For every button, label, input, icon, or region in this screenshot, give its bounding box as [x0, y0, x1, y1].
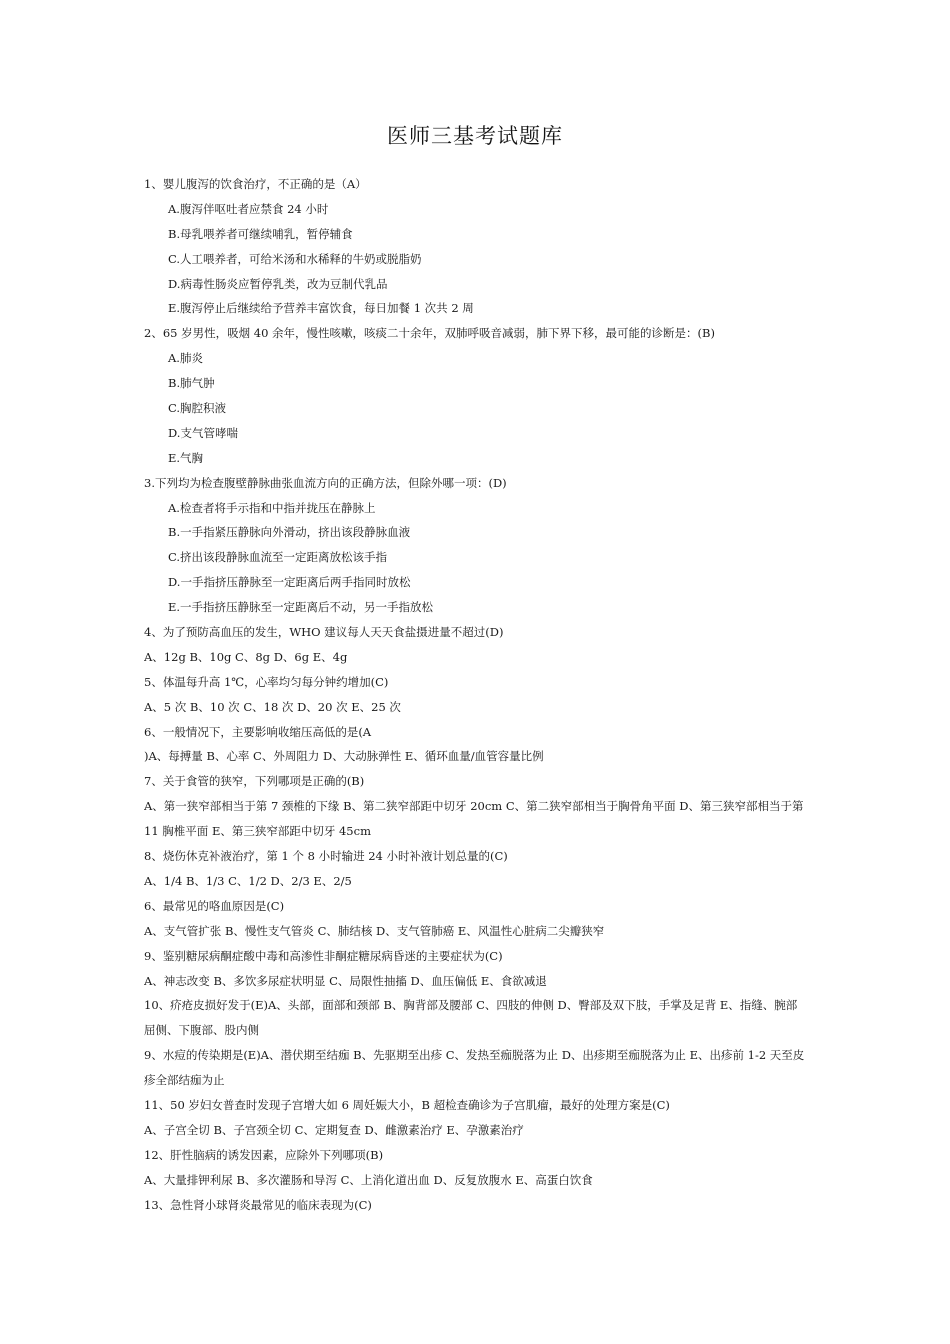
question-line: 3.下列均为检查腹壁静脉曲张血流方向的正确方法，但除外哪一项：(D) [144, 475, 507, 490]
answer-option: B.一手指紧压静脉向外滑动，挤出该段静脉血液 [168, 525, 411, 540]
question-line: 2、65 岁男性，吸烟 40 余年，慢性咳嗽，咳痰二十余年，双肺呼吸音减弱，肺下界下移，最可能的诊断是：(B) [144, 326, 715, 341]
question-line: 10、疥疮皮损好发于(E)A、头部，面部和颈部 B、胸背部及腰部 C、四肢的伸侧 D、臀部及双下肢，手掌及足背 E、指缝、腕部 [144, 998, 798, 1013]
answer-option: E.一手指挤压静脉至一定距离后不动，另一手指放松 [168, 600, 434, 615]
question-line: )A、每搏量 B、心率 C、外周阻力 D、大动脉弹性 E、循环血量/血管容量比例 [144, 749, 544, 764]
question-line: 6、最常见的咯血原因是(C) [144, 898, 285, 913]
answer-option: E.腹泻停止后继续给予营养丰富饮食，每日加餐 1 次共 2 周 [168, 301, 474, 316]
question-line: A、支气管扩张 B、慢性支气管炎 C、肺结核 D、支气管肺癌 E、风温性心脏病二尖瓣狭窄 [144, 923, 605, 938]
question-line: A、5 次 B、10 次 C、18 次 D、20 次 E、25 次 [144, 699, 401, 714]
question-line: A、12g B、10g C、8g D、6g E、4g [144, 649, 348, 664]
question-line: A、大量排钾利尿 B、多次灌肠和导泻 C、上消化道出血 D、反复放腹水 E、高蛋白饮食 [144, 1172, 593, 1187]
question-line: 6、一般情况下，主要影响收缩压高低的是(A [144, 724, 372, 739]
answer-option: D.支气管哮喘 [168, 425, 238, 440]
question-line: A、神志改变 B、多饮多尿症状明显 C、局限性抽搐 D、血压偏低 E、食欲减退 [144, 973, 547, 988]
question-line: A、子宫全切 B、子宫颈全切 C、定期复查 D、雌激素治疗 E、孕激素治疗 [144, 1122, 524, 1137]
question-line: 9、水痘的传染期是(E)A、潜伏期至结痂 B、先驱期至出疹 C、发热至痂脱落为止 D、出疹期至痂脱落为止 E、出疹前 1-2 天至皮 [144, 1048, 805, 1063]
question-line: 11、50 岁妇女普查时发现子宫增大如 6 周妊娠大小，B 超检查确诊为子宫肌瘤，最好的处理方案是(C) [144, 1097, 670, 1112]
question-line: 13、急性肾小球肾炎最常见的临床表现为(C) [144, 1197, 372, 1212]
question-line: 12、肝性脑病的诱发因素，应除外下列哪项(B) [144, 1147, 384, 1162]
answer-option: A.肺炎 [168, 351, 203, 366]
question-line: 11 胸椎平面 E、第三狭窄部距中切牙 45cm [144, 824, 371, 839]
answer-option: B.肺气肿 [168, 376, 215, 391]
answer-option: A.检查者将手示指和中指并拢压在静脉上 [168, 500, 376, 515]
question-line: 9、鉴别糖尿病酮症酸中毒和高渗性非酮症糖尿病昏迷的主要症状为(C) [144, 948, 503, 963]
question-line: 疹全部结痂为止 [144, 1073, 225, 1088]
question-list [144, 172, 824, 1217]
question-line: 1、婴儿腹泻的饮食治疗，不正确的是（A） [144, 177, 367, 191]
answer-option: C.人工喂养者，可给米汤和水稀释的牛奶或脱脂奶 [168, 251, 422, 266]
answer-option: A.腹泻伴呕吐者应禁食 24 小时 [168, 201, 329, 216]
question-line: A、第一狭窄部相当于第 7 颈椎的下缘 B、第二狭窄部距中切牙 20cm C、第二狭窄部相当于胸骨角平面 D、第三狭窄部相当于第 [144, 799, 804, 814]
answer-option: D.病毒性肠炎应暂停乳类，改为豆制代乳品 [168, 276, 388, 291]
question-line: A、1/4 B、1/3 C、1/2 D、2/3 E、2/5 [144, 873, 352, 888]
answer-option: E.气胸 [168, 450, 204, 465]
answer-option: B.母乳喂养者可继续哺乳，暂停辅食 [168, 226, 353, 241]
question-line: 7、关于食管的狭窄，下列哪项是正确的(B) [144, 774, 365, 789]
answer-option: D.一手指挤压静脉至一定距离后两手指同时放松 [168, 575, 411, 590]
question-line: 屈侧、下腹部、股内侧 [144, 1023, 259, 1038]
question-line: 8、烧伤休克补液治疗，第 1 个 8 小时输进 24 小时补液计划总量的(C) [144, 849, 508, 864]
page-title: 医师三基考试题库 [387, 124, 563, 148]
answer-option: C.挤出该段静脉血流至一定距离放松该手指 [168, 550, 388, 565]
question-line: 5、体温每升高 1℃，心率均匀每分钟约增加(C) [144, 674, 389, 689]
answer-option: C.胸腔积液 [168, 401, 227, 416]
question-line: 4、为了预防高血压的发生，WHO 建议每人天天食盐摄进量不超过(D) [144, 625, 504, 640]
